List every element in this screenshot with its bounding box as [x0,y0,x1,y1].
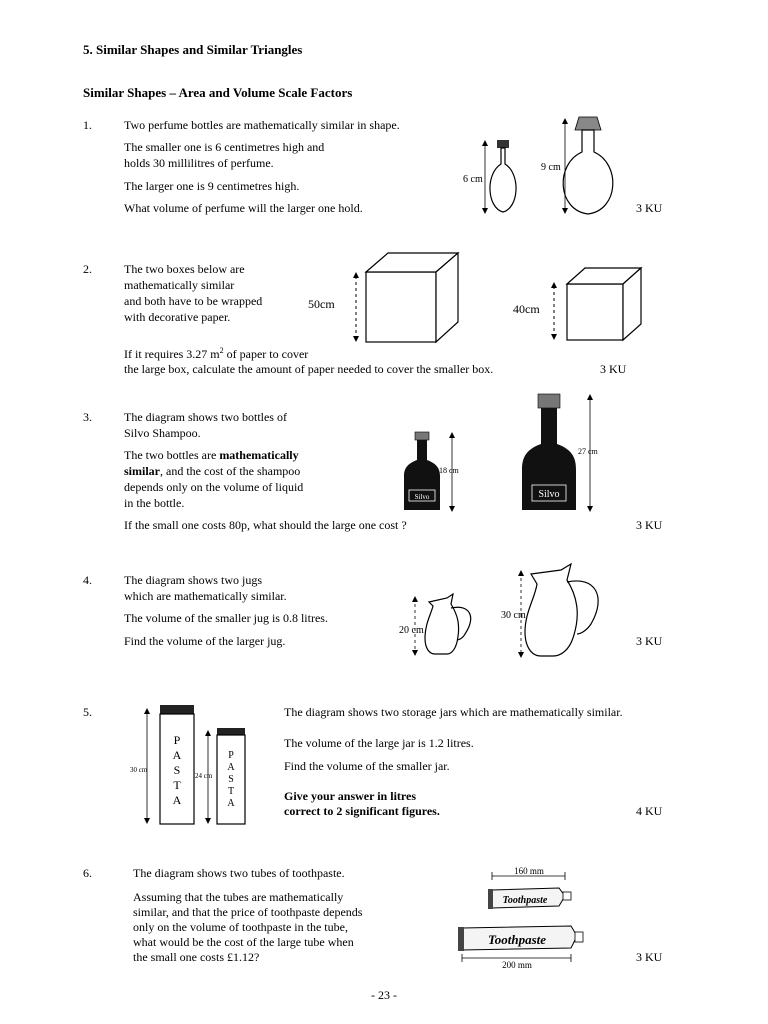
question-number: 6. [83,866,92,880]
question-text: The diagram shows two bottles of [124,410,287,424]
marks-label: 3 KU [636,518,663,532]
question-text: similar, and that the price of toothpaste depends [133,905,363,919]
question-text: with decorative paper. [124,310,231,324]
jar-letter: T [173,778,181,792]
large-box-label: 50cm [308,297,335,311]
question-text: Give your answer in litres [284,789,416,803]
small-tube-brand: Toothpaste [502,895,548,906]
large-bottle-label: Silvo [538,489,560,500]
large-height-label: 27 cm [578,447,598,456]
small-box-label: 40cm [513,302,540,316]
toothpaste-tubes-diagram [455,860,590,970]
small-jar-height-label: 24 cm [195,772,213,780]
question-text: Two perfume bottles are mathematically similar in shape. [124,118,400,132]
question-number: 1. [83,118,92,132]
small-box [567,268,641,340]
large-jar-height-label: 30 cm [130,766,148,774]
question-text: The diagram shows two tubes of toothpaste. [133,866,345,880]
question-text: correct to 2 significant figures. [284,804,440,818]
subsection-title: Similar Shapes – Area and Volume Scale Factors [83,85,353,100]
question-text: depends only on the volume of liquid [124,480,304,494]
marks-label: 4 KU [636,804,663,818]
question-number: 3. [83,410,92,424]
question-text: The two boxes below are [124,262,245,276]
question-number: 5. [83,705,92,719]
shampoo-bottles-diagram [398,392,618,514]
jar-letter: P [228,750,234,761]
small-bottle-label: Silvo [414,493,430,501]
question-text: which are mathematically similar. [124,589,287,603]
question-text: the small one costs £1.12? [133,950,260,964]
marks-label: 3 KU [600,362,627,376]
section-title: 5. Similar Shapes and Similar Triangles [83,42,303,57]
small-perfume-bottle [490,148,516,212]
small-tube-length-label: 160 mm [514,866,544,876]
question-text: Silvo Shampoo. [124,426,201,440]
jar-letter: A [227,762,235,773]
question-text: what would be the cost of the large tube when [133,935,354,949]
page-number: - 23 - [371,988,397,1002]
jar-letter: S [228,774,234,785]
question-text: What volume of perfume will the larger one hold. [124,201,363,215]
large-jar-lid [160,705,194,714]
small-height-label: 20 cm [399,625,424,636]
question-text: If it requires 3.27 $m^2$ of paper to cover [124,346,309,361]
large-bottle-stopper [575,117,601,130]
question-text: similar, and the cost of the shampoo [124,464,301,478]
question-text: in the bottle. [124,496,185,510]
question-text: Find the volume of the smaller jar. [284,759,450,773]
question-text: Assuming that the tubes are mathematically [133,890,344,904]
question-text: The two bottles are mathematically [124,448,299,462]
question-text: and both have to be wrapped [124,294,263,308]
small-height-label: 18 cm [439,466,459,475]
question-text: only on the volume of toothpaste in the tube, [133,920,348,934]
small-jar-lid [217,728,245,735]
question-number: 4. [83,573,92,587]
large-box [366,253,458,342]
large-height-label: 9 cm [541,162,561,173]
jugs-diagram [385,552,610,677]
marks-label: 3 KU [636,634,663,648]
large-height-label: 30 cm [501,610,526,621]
jar-letter: S [173,763,181,777]
large-tube-brand: Toothpaste [487,932,547,947]
small-height-label: 6 cm [463,174,483,185]
small-bottle-stopper [497,140,509,148]
jar-letter: A [227,798,235,809]
question-text: mathematically similar [124,278,235,292]
question-text: The volume of the smaller jug is 0.8 litres. [124,611,328,625]
marks-label: 3 KU [636,201,663,215]
question-text: If the small one costs 80p, what should the large one cost ? [124,518,407,532]
jar-letter: A [172,748,182,762]
question-text: The diagram shows two jugs [124,573,262,587]
question-text: The smaller one is 6 centimetres high and [124,140,325,154]
large-tube-length-label: 200 mm [502,960,532,970]
question-text: holds 30 millilitres of perfume. [124,156,274,170]
question-number: 2. [83,262,92,276]
large-jug [525,564,577,656]
storage-jars-diagram [125,700,260,830]
question-text: The larger one is 9 centimetres high. [124,179,300,193]
question-text: The diagram shows two storage jars which are mathematically similar. [284,705,623,719]
large-perfume-bottle [563,130,613,214]
question-text: Find the volume of the larger jug. [124,634,286,648]
jar-letter: P [173,733,181,747]
small-jug [425,594,459,654]
perfume-bottles-diagram [455,112,625,220]
question-text: The volume of the large jar is 1.2 litres. [284,736,474,750]
jar-letter: A [172,793,182,807]
marks-label: 3 KU [636,950,663,964]
question-text: the large box, calculate the amount of paper needed to cover the smaller box. [124,362,494,376]
boxes-diagram [300,248,660,348]
jar-letter: T [227,786,235,797]
